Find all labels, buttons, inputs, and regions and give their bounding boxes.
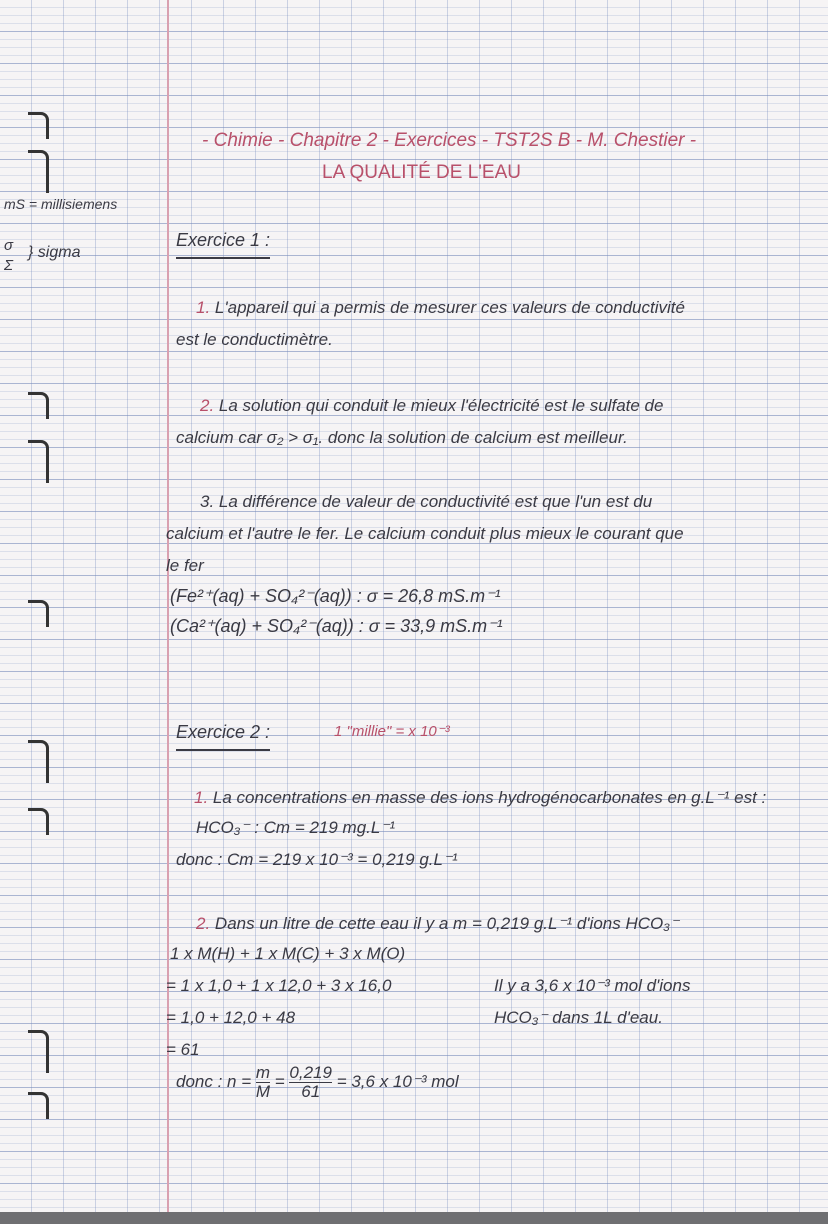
answer-text: HCO₃⁻ : Cm = 219 mg.L⁻¹: [196, 818, 395, 837]
answer-text: HCO₃⁻ dans 1L d'eau.: [494, 1008, 663, 1027]
answer-text: La solution qui conduit le mieux l'électricité est le sulfate de: [218, 396, 664, 415]
answer-text: le fer: [166, 556, 204, 575]
answer-text: donc : n =: [176, 1071, 252, 1091]
page-subtitle: LA QUALITÉ DE L'EAU: [322, 162, 521, 183]
q-number: 1.: [196, 298, 211, 317]
answer-text: 1 x M(H) + 1 x M(C) + 3 x M(O): [170, 944, 406, 963]
answer-text: est le conductimètre.: [176, 330, 333, 349]
answer-text: = 1,0 + 12,0 + 48: [166, 1008, 296, 1027]
fraction-value: $\frac{0,219}{61}$: [289, 1063, 332, 1101]
binder-hole-mark: [28, 740, 49, 783]
equation-iron-sulfate: (Fe²⁺(aq) + SO₄²⁻(aq)) : σ = 26,8 mS.m⁻¹: [170, 586, 501, 606]
answer-text: calcium et l'autre le fer. Le calcium conduit plus mieux le courant que: [166, 524, 684, 543]
margin-note-sigma-label: } sigma: [28, 244, 81, 261]
answer-text: La différence de valeur de conductivité est que l'un est du: [218, 492, 653, 511]
q-number: 3.: [200, 492, 215, 511]
answer-text: calcium car σ₂ > σ₁. donc la solution de calcium est meilleur.: [176, 428, 628, 447]
margin-note-ms: mS = millisiemens: [4, 196, 118, 212]
fraction-m-over-M: $\frac{m}{M}$: [255, 1063, 271, 1101]
exercise2-heading: Exercice 2 :: [176, 722, 270, 751]
q-number: 2.: [200, 396, 215, 415]
q-number: 1.: [194, 788, 209, 807]
binder-hole-mark: [28, 808, 49, 835]
binder-hole-mark: [28, 150, 49, 193]
page-bottom-edge: [0, 1212, 828, 1224]
binder-hole-mark: [28, 440, 49, 483]
answer-text: L'appareil qui a permis de mesurer ces valeurs de conductivité: [214, 298, 685, 317]
margin-note-sigma-symbols: σ Σ: [4, 237, 14, 274]
answer-text: = 1 x 1,0 + 1 x 12,0 + 3 x 16,0: [166, 976, 392, 995]
binder-hole-mark: [28, 1030, 49, 1073]
answer-text: Il y a 3,6 x 10⁻³ mol d'ions: [494, 976, 691, 995]
exercise2-note: 1 "millie" = x 10⁻³: [334, 723, 450, 740]
answer-text: Dans un litre de cette eau il y a m = 0,219 g.L⁻¹ d'ions HCO₃⁻: [214, 914, 679, 933]
answer-text: donc : Cm = 219 x 10⁻³ = 0,219 g.L⁻¹: [176, 850, 458, 869]
binder-hole-mark: [28, 600, 49, 627]
answer-text: = 3,6 x 10⁻³ mol: [336, 1071, 459, 1091]
equation-calcium-sulfate: (Ca²⁺(aq) + SO₄²⁻(aq)) : σ = 33,9 mS.m⁻¹: [170, 616, 503, 636]
binder-hole-mark: [28, 1092, 49, 1119]
q-number: 2.: [196, 914, 211, 933]
page-header-title: - Chimie - Chapitre 2 - Exercices - TST2S B - M. Chestier -: [202, 130, 697, 151]
binder-hole-mark: [28, 112, 49, 139]
binder-hole-mark: [28, 392, 49, 419]
answer-text: = 61: [166, 1040, 200, 1059]
answer-text: La concentrations en masse des ions hydrogénocarbonates en g.L⁻¹ est :: [212, 788, 767, 807]
exercise1-heading: Exercice 1 :: [176, 230, 270, 259]
